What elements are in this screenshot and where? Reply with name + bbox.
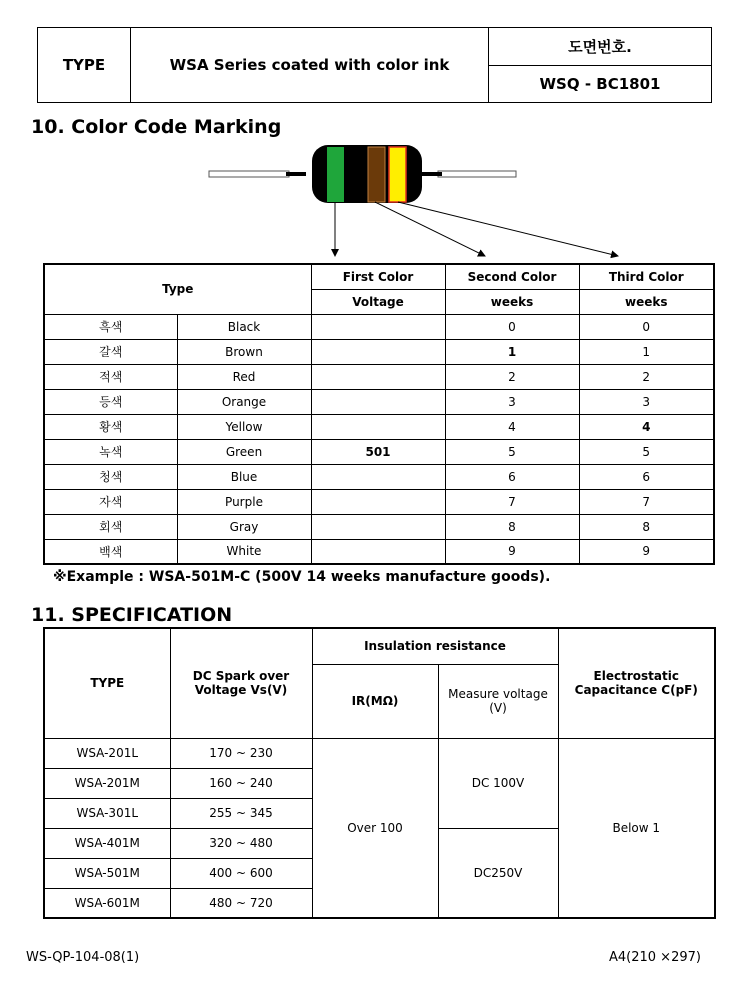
band-yellow: [389, 147, 406, 202]
spec-ir-header: IR(MΩ): [312, 664, 438, 738]
spec-row: [44, 738, 715, 768]
second-color-subheader: weeks: [445, 289, 579, 314]
first-color-value: [311, 464, 445, 489]
header-title: WSA Series coated with color ink: [131, 28, 489, 102]
spec-type-cell: WSA-501M: [44, 858, 170, 888]
second-color-header: Second Color: [445, 264, 579, 289]
spec-type-cell: WSA-201L: [44, 738, 170, 768]
color-name-english: Blue: [177, 464, 311, 489]
resistor-right-lead: [438, 171, 516, 177]
header-box: [37, 27, 712, 103]
band-brown: [368, 147, 385, 202]
spec-type-cell: WSA-601M: [44, 888, 170, 918]
first-color-subheader: Voltage: [311, 289, 445, 314]
spec-type-cell: WSA-201M: [44, 768, 170, 798]
spec-capacitance-value: Below 1: [558, 738, 715, 918]
second-color-value: 0: [445, 314, 579, 339]
spec-dc-spark-header: DC Spark over Voltage Vs(V): [170, 628, 312, 738]
color-row: [44, 514, 714, 539]
first-color-value: [311, 539, 445, 564]
third-color-value: 1: [579, 339, 714, 364]
spec-vs-cell: 320 ~ 480: [170, 828, 312, 858]
spec-vs-cell: 400 ~ 600: [170, 858, 312, 888]
color-name-korean: 흑색: [44, 314, 177, 339]
color-name-korean: 갈색: [44, 339, 177, 364]
band-green: [327, 147, 344, 202]
first-color-value: [311, 489, 445, 514]
spec-vs-cell: 255 ~ 345: [170, 798, 312, 828]
color-name-korean: 청색: [44, 464, 177, 489]
first-color-value: [311, 339, 445, 364]
color-name-english: White: [177, 539, 311, 564]
third-color-value: 5: [579, 439, 714, 464]
first-color-value: [311, 514, 445, 539]
third-color-value: 0: [579, 314, 714, 339]
second-color-value: 6: [445, 464, 579, 489]
header-type-label: TYPE: [38, 28, 131, 102]
color-name-korean: 회색: [44, 514, 177, 539]
color-name-english: Yellow: [177, 414, 311, 439]
second-color-value: 5: [445, 439, 579, 464]
color-name-english: Purple: [177, 489, 311, 514]
spec-capacitance-header: Electrostatic Capacitance C(pF): [558, 628, 715, 738]
resistor-diagram: [0, 140, 750, 265]
color-row: [44, 489, 714, 514]
third-color-value: 2: [579, 364, 714, 389]
specification-table: [43, 627, 716, 919]
second-color-value: 2: [445, 364, 579, 389]
first-color-value: [311, 364, 445, 389]
color-name-english: Gray: [177, 514, 311, 539]
color-row: [44, 339, 714, 364]
spec-type-header: TYPE: [44, 628, 170, 738]
color-name-korean: 황색: [44, 414, 177, 439]
header-drawing-no-label: 도면번호.: [489, 28, 711, 66]
color-row: [44, 389, 714, 414]
second-color-value: 8: [445, 514, 579, 539]
spec-measure-voltage-header: Measure voltage (V): [438, 664, 558, 738]
color-row: [44, 414, 714, 439]
color-row: [44, 439, 714, 464]
color-name-english: Green: [177, 439, 311, 464]
spec-vs-cell: 480 ~ 720: [170, 888, 312, 918]
third-color-value: 8: [579, 514, 714, 539]
third-color-subheader: weeks: [579, 289, 714, 314]
color-name-korean: 등색: [44, 389, 177, 414]
third-color-value: 4: [579, 414, 714, 439]
third-color-value: 9: [579, 539, 714, 564]
spec-vs-cell: 160 ~ 240: [170, 768, 312, 798]
first-color-value: [311, 389, 445, 414]
second-color-value: 1: [445, 339, 579, 364]
color-name-english: Orange: [177, 389, 311, 414]
example-note: ※Example : WSA-501M-C (500V 14 weeks manufacture goods).: [53, 569, 551, 585]
color-row: [44, 464, 714, 489]
second-color-value: 7: [445, 489, 579, 514]
second-color-value: 4: [445, 414, 579, 439]
spec-insulation-header: Insulation resistance: [312, 628, 558, 664]
third-color-value: 7: [579, 489, 714, 514]
footer-paper-size: A4(210 ×297): [609, 950, 701, 965]
spec-ir-value: Over 100: [312, 738, 438, 918]
spec-type-cell: WSA-401M: [44, 828, 170, 858]
color-code-table: [43, 263, 715, 565]
color-name-english: Brown: [177, 339, 311, 364]
third-color-header: Third Color: [579, 264, 714, 289]
spec-vs-cell: 170 ~ 230: [170, 738, 312, 768]
footer-doc-code: WS-QP-104-08(1): [26, 950, 140, 965]
color-name-english: Black: [177, 314, 311, 339]
third-color-value: 6: [579, 464, 714, 489]
first-color-value: [311, 414, 445, 439]
color-row: [44, 364, 714, 389]
second-color-value: 3: [445, 389, 579, 414]
section-10-title: 10. Color Code Marking: [31, 116, 282, 138]
third-color-value: 3: [579, 389, 714, 414]
spec-measure-voltage-2: DC250V: [438, 828, 558, 918]
spec-type-cell: WSA-301L: [44, 798, 170, 828]
color-name-korean: 자색: [44, 489, 177, 514]
color-name-korean: 녹색: [44, 439, 177, 464]
color-name-korean: 적색: [44, 364, 177, 389]
section-11-title: 11. SPECIFICATION: [31, 604, 233, 626]
type-header: Type: [44, 264, 311, 314]
spec-measure-voltage-1: DC 100V: [438, 738, 558, 828]
color-name-english: Red: [177, 364, 311, 389]
resistor-left-lead: [209, 171, 289, 177]
first-color-value: [311, 314, 445, 339]
first-color-header: First Color: [311, 264, 445, 289]
color-row: [44, 539, 714, 564]
first-color-value: 501: [311, 439, 445, 464]
second-color-value: 9: [445, 539, 579, 564]
color-row: [44, 314, 714, 339]
header-drawing-no: WSQ - BC1801: [539, 75, 661, 93]
color-name-korean: 백색: [44, 539, 177, 564]
